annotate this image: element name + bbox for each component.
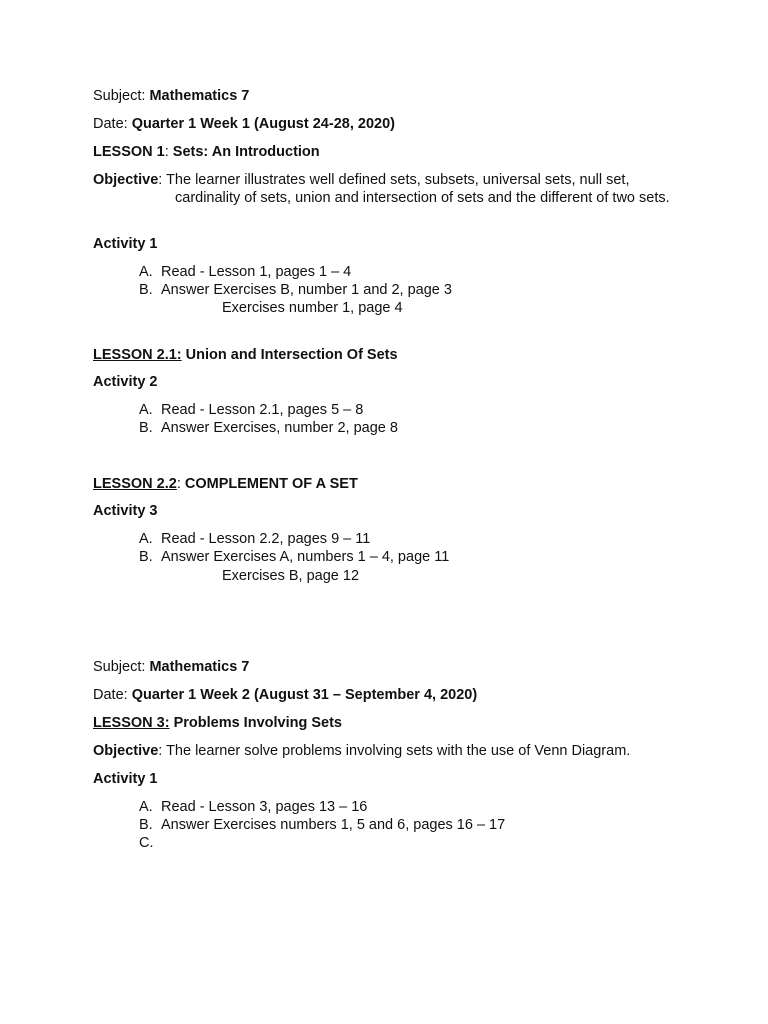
list-item — [139, 263, 351, 281]
list-item — [139, 401, 363, 419]
list-item-text: Answer Exercises B, number 1 and 2, page 3 — [161, 282, 452, 298]
subject-value: Mathematics 7 — [149, 659, 250, 675]
lesson-1-label: LESSON 1 — [93, 144, 165, 160]
list-item-text: Answer Exercises, number 2, page 8 — [161, 420, 398, 436]
date-line — [93, 115, 395, 133]
subject-line — [93, 87, 249, 105]
date-value: Quarter 1 Week 1 (August 24-28, 2020) — [131, 116, 395, 132]
list-marker: A. — [139, 402, 153, 418]
activity-3-label: Activity 3 — [93, 503, 158, 519]
list-item-continuation: Exercises B, page 12 — [222, 568, 360, 584]
objective-text-continued: cardinality of sets, union and intersection of sets and the different of two sets. — [175, 190, 670, 206]
objective-line-week-2 — [93, 742, 630, 760]
list-item-continuation: Exercises number 1, page 4 — [222, 300, 403, 316]
date-label: Date: — [93, 687, 128, 703]
list-item-text: Read - Lesson 1, pages 1 – 4 — [161, 264, 352, 280]
list-item — [139, 834, 161, 852]
activity-1-label: Activity 1 — [93, 236, 158, 252]
date-value: Quarter 1 Week 2 (August 31 – September 4, 2020) — [131, 687, 478, 703]
list-item-text: Answer Exercises A, numbers 1 – 4, page 11 — [161, 549, 450, 565]
list-item-text: Read - Lesson 2.1, pages 5 – 8 — [161, 402, 364, 418]
activity-1-heading — [93, 235, 157, 253]
activity-3-heading — [93, 502, 157, 520]
list-marker: C. — [139, 835, 154, 851]
list-item — [139, 419, 398, 437]
activity-2-heading — [93, 373, 157, 391]
lesson-2-2-heading — [93, 475, 358, 493]
list-marker: A. — [139, 799, 153, 815]
lesson-2-1-label: LESSON 2.1: — [93, 347, 182, 363]
lesson-2-1-title: Union and Intersection Of Sets — [185, 347, 398, 363]
list-item-text: Answer Exercises numbers 1, 5 and 6, pages 16 – 17 — [161, 817, 506, 833]
list-marker: B. — [139, 817, 153, 833]
subject-label: Subject: — [93, 88, 146, 104]
objective-line — [93, 171, 630, 189]
date-line-week-2 — [93, 686, 477, 704]
list-item-text: Read - Lesson 2.2, pages 9 – 11 — [161, 531, 371, 547]
list-item — [139, 798, 367, 816]
list-marker: B. — [139, 282, 153, 298]
subject-line-week-2 — [93, 658, 249, 676]
list-item — [139, 530, 370, 548]
subject-label: Subject: — [93, 659, 146, 675]
lesson-2-2-title: COMPLEMENT OF A SET — [184, 476, 358, 492]
objective-text: : The learner solve problems involving sets with the use of Venn Diagram. — [158, 743, 631, 759]
list-marker: B. — [139, 420, 153, 436]
lesson-3-label: LESSON 3: — [93, 715, 170, 731]
activity-1-heading-week-2 — [93, 770, 157, 788]
list-marker: A. — [139, 264, 153, 280]
lesson-1-heading — [93, 143, 320, 161]
subject-value: Mathematics 7 — [149, 88, 250, 104]
lesson-1-sep: : — [164, 144, 169, 160]
objective-text-first: : The learner illustrates well defined sets, subsets, universal sets, null set, — [158, 172, 630, 188]
list-item — [139, 281, 452, 299]
lesson-3-title: Problems Involving Sets — [173, 715, 342, 731]
list-marker: A. — [139, 531, 153, 547]
lesson-1-title: Sets: An Introduction — [172, 144, 320, 160]
activity-2-label: Activity 2 — [93, 374, 158, 390]
activity-1-label: Activity 1 — [93, 771, 158, 787]
list-item-text: Read - Lesson 3, pages 13 – 16 — [161, 799, 368, 815]
lesson-3-heading — [93, 714, 342, 732]
lesson-2-1-heading — [93, 346, 398, 364]
list-marker: B. — [139, 549, 153, 565]
date-label: Date: — [93, 116, 128, 132]
objective-label: Objective — [93, 172, 159, 188]
lesson-2-2-label: LESSON 2.2 — [93, 476, 177, 492]
list-item — [139, 548, 449, 566]
lesson-2-2-sep: : — [176, 476, 181, 492]
list-item — [139, 816, 505, 834]
objective-label: Objective — [93, 743, 159, 759]
